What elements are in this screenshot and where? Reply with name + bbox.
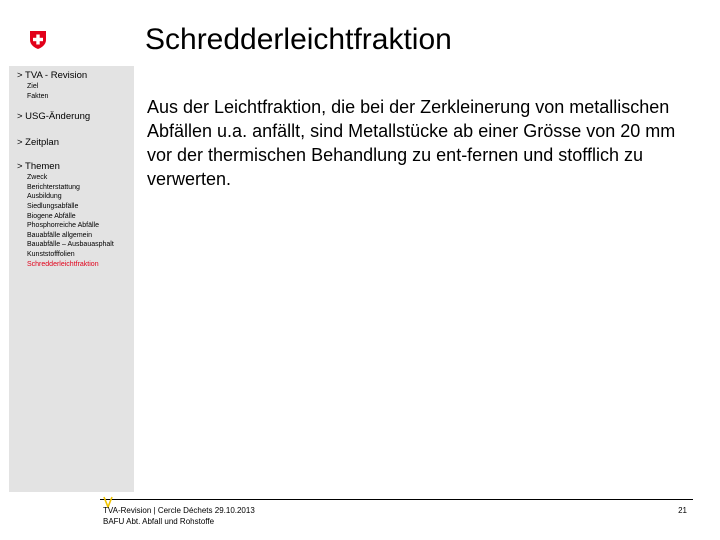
nav-item-zweck[interactable]: Zweck [27,174,48,182]
nav-section-zeitplan[interactable]: > Zeitplan [17,137,59,149]
swiss-cross-icon [29,31,47,49]
nav-item-biogene-abfaelle[interactable]: Biogene Abfälle [27,212,76,220]
footer-divider [100,499,693,500]
nav-item-berichterstattung[interactable]: Berichterstattung [27,183,80,191]
nav-item-schredderleichtfraktion[interactable]: Schredderleichtfraktion [27,260,99,268]
nav-section-usg-aenderung[interactable]: > USG-Änderung [17,111,91,123]
nav-item-phosphorreiche-abfaelle[interactable]: Phosphorreiche Abfälle [27,222,99,230]
page-number: 21 [678,506,687,515]
main-paragraph: Aus der Leichtfraktion, die bei der Zerkleinerung von metallischen Abfällen u.a. anfällt, sind Metallstücke ab einer Grösse von 20 mm vor der thermischen Behandlung zu ent-fernen und stofflich zu verwerten. [147,97,676,189]
nav-item-kunststofffolien[interactable]: Kunststofffolien [27,250,75,258]
footer-text [103,506,255,527]
nav-section-themen[interactable]: > Themen [17,161,60,173]
nav-item-fakten[interactable]: Fakten [27,92,49,100]
nav-section-tva-revision[interactable]: > TVA - Revision [17,70,88,81]
nav-item-ziel[interactable]: Ziel [27,83,39,90]
nav-item-bauabfaelle-allgemein[interactable]: Bauabfälle allgemein [27,231,92,239]
nav-item-bauabfaelle-ausbauasphalt[interactable]: Bauabfälle – Ausbauasphalt [27,241,114,249]
nav-item-ausbildung[interactable]: Ausbildung [27,193,62,201]
footer-line-2: BAFU Abt. Abfall und Rohstoffe [103,516,215,526]
page-title: Schredderleichtfraktion [145,23,452,56]
nav-item-siedlungsabfaelle[interactable]: Siedlungsabfälle [27,202,79,210]
footer-line-1: TVA-Revision | Cercle Déchets 29.10.2013 [103,506,255,515]
sidebar-nav [17,70,135,269]
